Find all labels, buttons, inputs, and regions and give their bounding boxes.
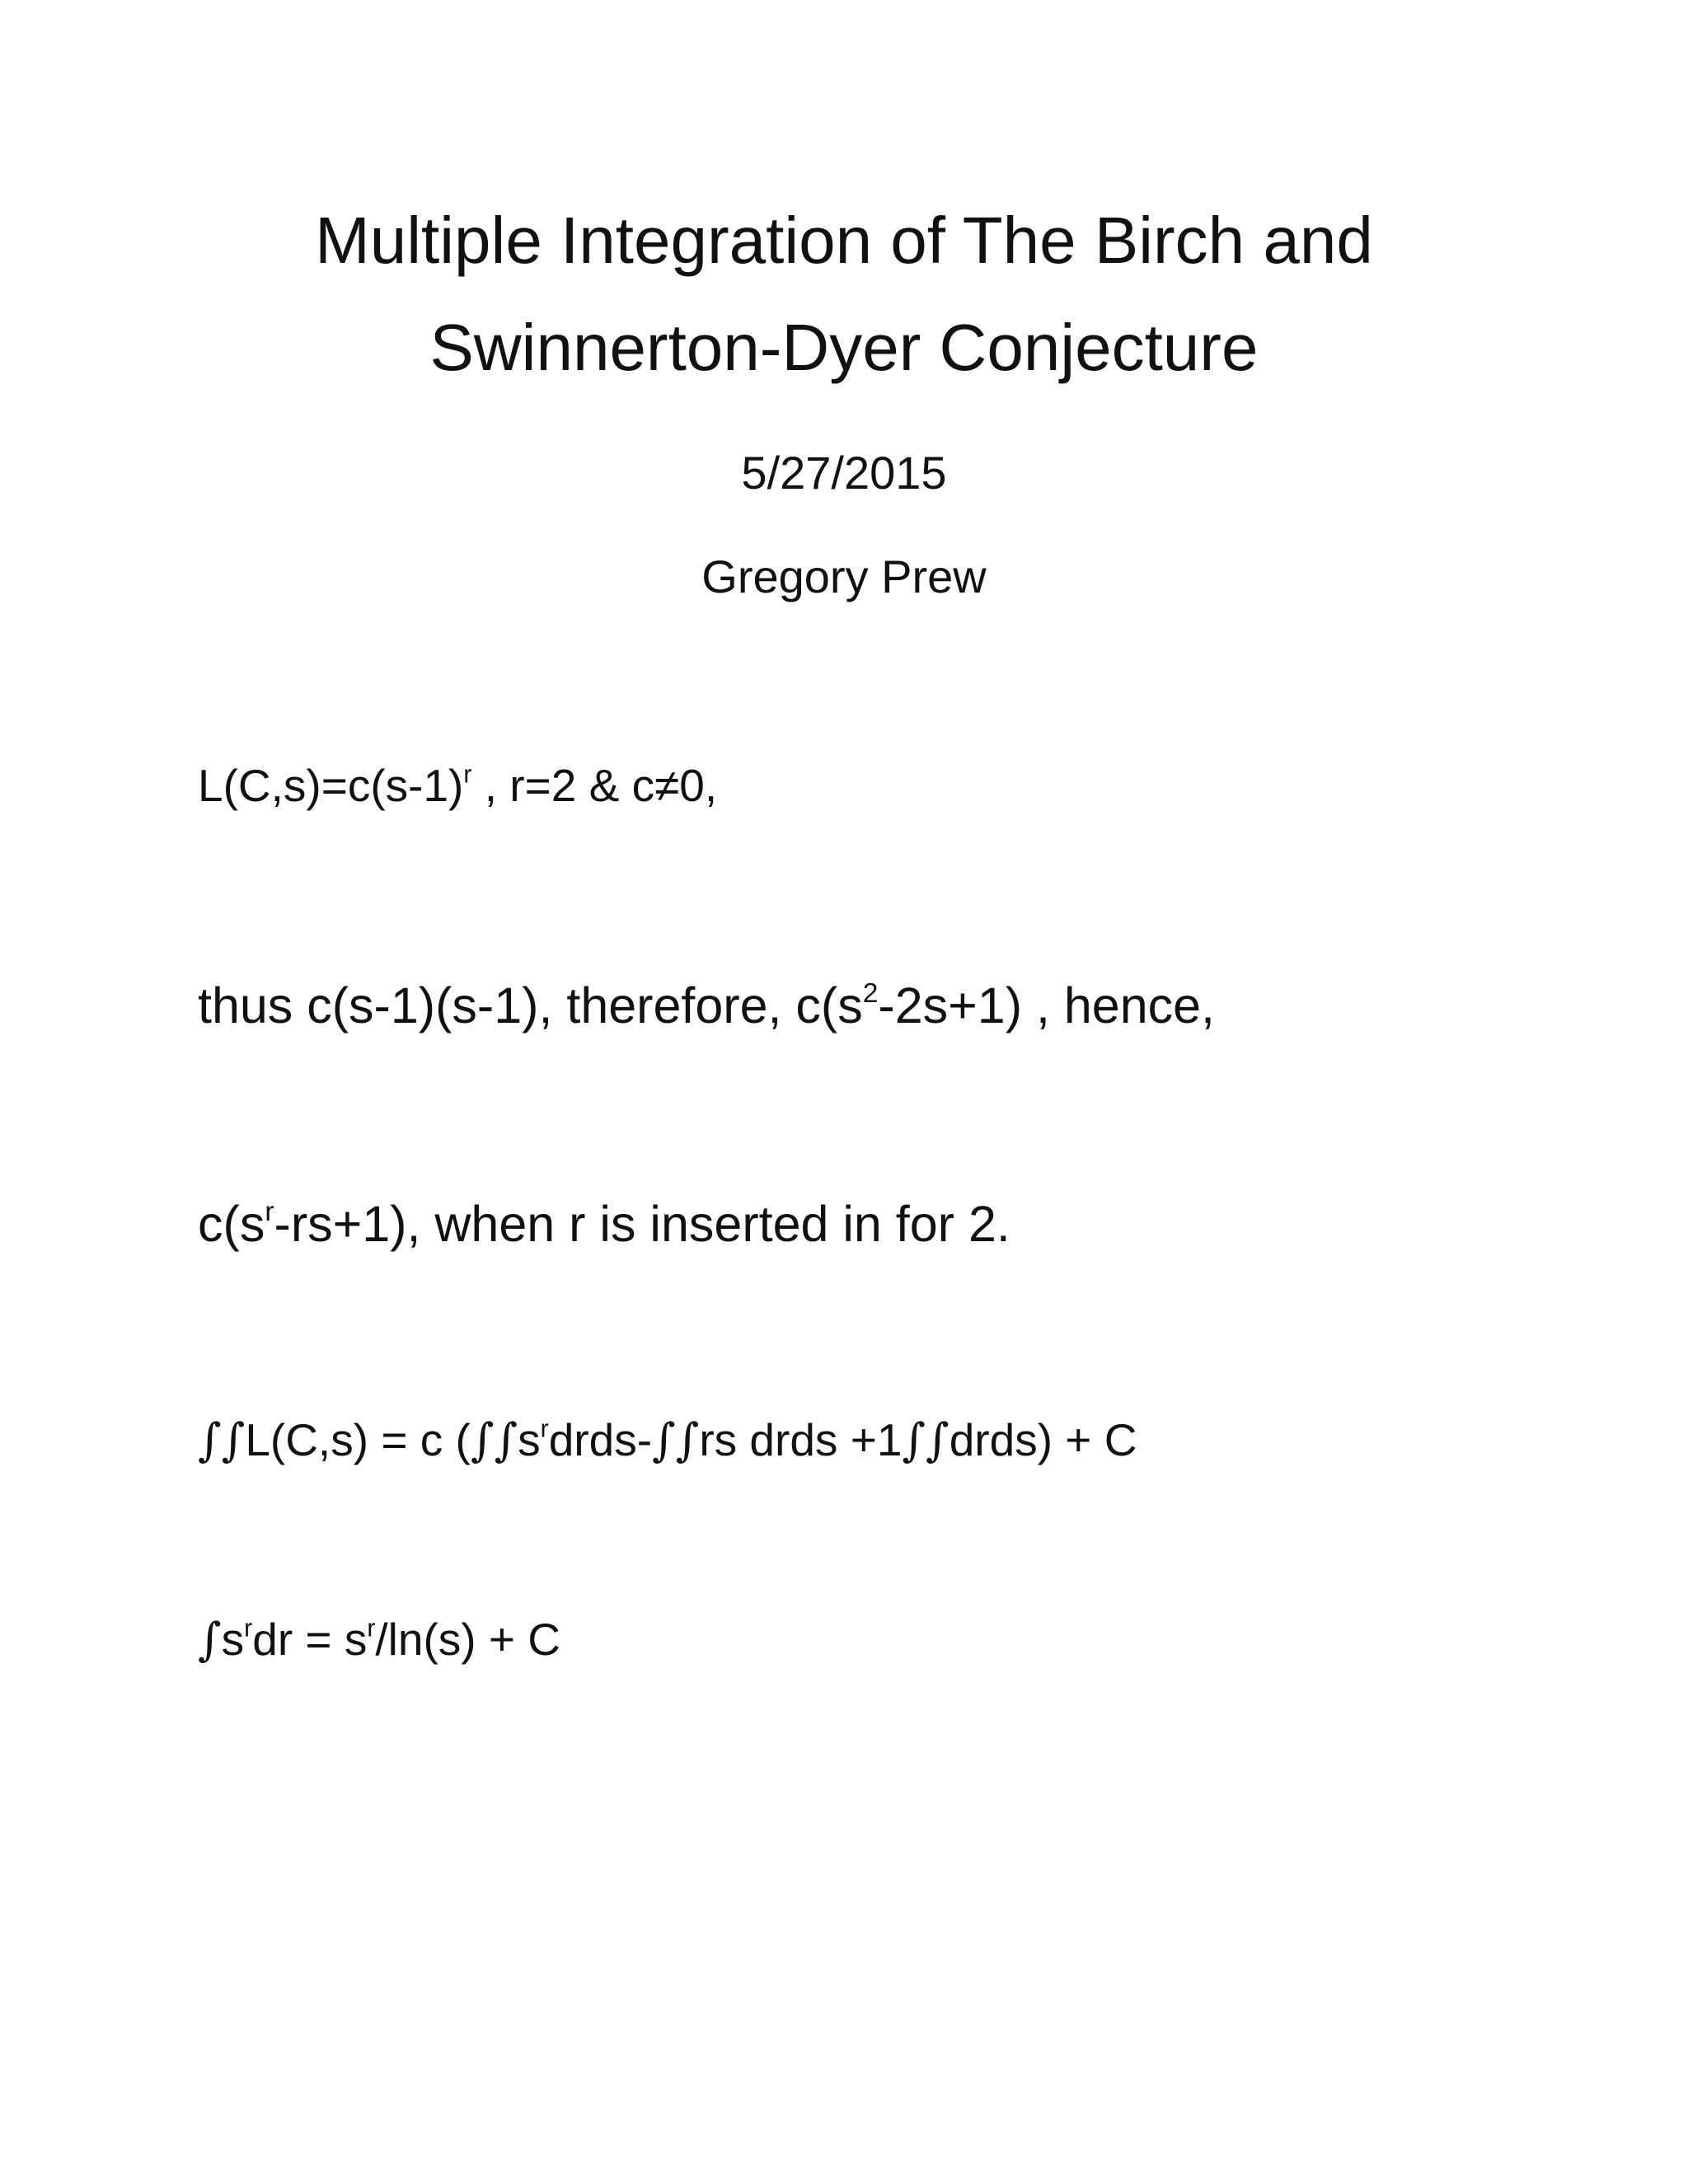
equation-text: s [518, 1414, 541, 1465]
equation-text: L(C,s) = c ( [245, 1414, 471, 1465]
double-integral-sign: ∫∫ [470, 1413, 518, 1466]
double-integral-sign: ∫∫ [652, 1413, 700, 1466]
equation-substitution [198, 1196, 1010, 1252]
equation-text: thus c(s-1)(s-1), therefore, c(s [198, 977, 863, 1033]
equation-text: dr = s [252, 1614, 368, 1665]
double-integral-sign: ∫∫ [902, 1413, 950, 1466]
document-author: Gregory Prew [701, 551, 987, 602]
equation-single-integral [198, 1613, 561, 1666]
equation-expansion [198, 977, 1215, 1033]
integral-sign: ∫ [198, 1613, 222, 1666]
superscript: r [463, 761, 472, 789]
equation-text: drds- [548, 1414, 653, 1465]
superscript: r [540, 1415, 549, 1443]
equation-text: c(s [198, 1196, 265, 1252]
equation-text: , r=2 & c≠0, [471, 760, 718, 811]
superscript: r [367, 1615, 376, 1643]
equation-text: -2s+1) , hence, [878, 977, 1215, 1033]
equation-l-function [198, 760, 718, 811]
document-title-line-2: Swinnerton-Dyer Conjecture [429, 311, 1259, 384]
document-date: 5/27/2015 [741, 447, 947, 499]
equation-double-integral [198, 1413, 1137, 1466]
equation-text: -rs+1), when r is inserted in for 2. [274, 1196, 1010, 1252]
equation-text: s [221, 1614, 245, 1665]
superscript: r [244, 1615, 253, 1643]
superscript: r [265, 1196, 274, 1227]
equation-text: /ln(s) + C [375, 1614, 561, 1665]
equation-text: drds) + C [949, 1414, 1137, 1465]
double-integral-sign: ∫∫ [198, 1413, 246, 1466]
equation-text: L(C,s)=c(s-1) [198, 760, 464, 811]
equation-text: rs drds +1 [699, 1414, 903, 1465]
document-title-line-1: Multiple Integration of The Birch and [315, 204, 1373, 277]
superscript: 2 [862, 977, 879, 1009]
